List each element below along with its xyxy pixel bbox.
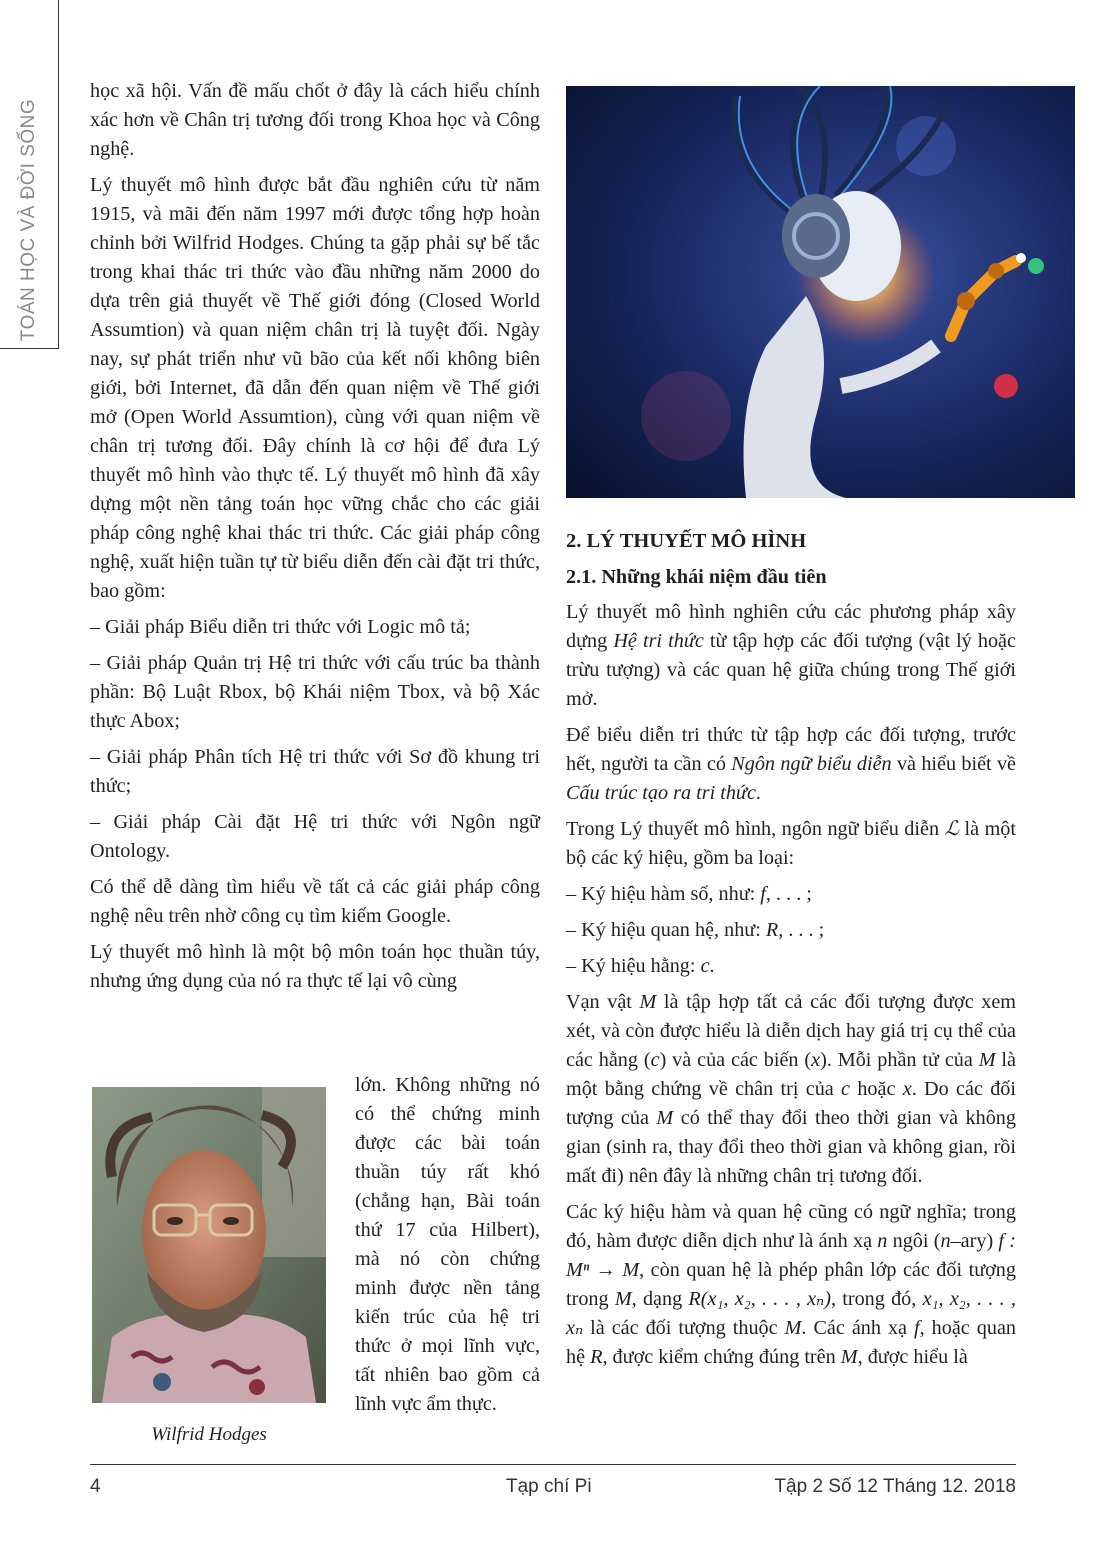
symbol-item-1: – Ký hiệu hàm số, như: f, . . . ; — [566, 883, 812, 905]
left-paragraph-3: Có thể dễ dàng tìm hiểu về tất cả các giải pháp công nghệ nêu trên nhờ công cụ tìm kiếm Google. — [90, 876, 540, 927]
portrait-caption: Wilfrid Hodges — [151, 1424, 267, 1445]
page-number: 4 — [90, 1476, 101, 1497]
left-column — [90, 77, 540, 1003]
bullet-item-1: – Giải pháp Biểu diễn tri thức với Logic mô tả; — [90, 616, 471, 638]
side-tab — [0, 0, 59, 349]
side-tab-label: TOÁN HỌC VÀ ĐỜI SỐNG — [18, 98, 39, 342]
wrapped-text — [355, 1071, 540, 1419]
left-paragraph-2: Lý thuyết mô hình được bắt đầu nghiên cứu từ năm 1915, và mãi đến năm 1997 mới được tổng hợp hoàn chỉnh bởi Wilfrid Hodges. Chúng ta gặp phải sự bế tắc trong khai thác tri thức vào đầu những năm 2000 do dựa trên giả thuyết về Thế giới đóng (Closed World Assumtion) và quan niệm chân trị là tuyệt đối. Ngày nay, sự phát triển như vũ bão của kết nối không biên giới, bởi Internet, đã dẫn đến quan niệm về Thế giới mở (Open World Assumtion), cùng với quan niệm về chân trị tương đối. Đây chính là cơ hội để đưa Lý thuyết mô hình vào thực tế. Lý thuyết mô hình đã xây dựng một nền tảng toán học vững chắc cho các giải pháp công nghệ khai thác tri thức. Các giải pháp công nghệ, xuất hiện tuần tự từ biểu diễn đến cài đặt tri thức, bao gồm: — [90, 174, 540, 602]
subsection-heading: 2.1. Những khái niệm đầu tiên — [566, 566, 827, 588]
left-paragraph-4: Lý thuyết mô hình là một bộ môn toán học thuần túy, nhưng ứng dụng của nó ra thực tế lại vô cùng — [90, 941, 540, 992]
bullet-item-4: – Giải pháp Cài đặt Hệ tri thức với Ngôn ngữ Ontology. — [90, 811, 540, 862]
left-paragraph-1: học xã hội. Vấn đề mấu chốt ở đây là cách hiểu chính xác hơn về Chân trị tương đối trong Khoa học và Công nghệ. — [90, 80, 540, 160]
right-paragraph-1: Lý thuyết mô hình nghiên cứu các phương pháp xây dựng Hệ tri thức từ tập hợp các đối tượng (vật lý hoặc trừu tượng) và các quan hệ giữa chúng trong Thế giới mở. — [566, 601, 1016, 710]
symbol-item-3: – Ký hiệu hằng: c. — [566, 955, 715, 977]
section-heading: 2. LÝ THUYẾT MÔ HÌNH — [566, 530, 807, 552]
journal-name: Tạp chí Pi — [506, 1476, 592, 1497]
bullet-item-2: – Giải pháp Quản trị Hệ tri thức với cấu trúc ba thành phần: Bộ Luật Rbox, bộ Khái niệm Tbox, và bộ Xác thực Abox; — [90, 652, 540, 732]
portrait-photo — [92, 1087, 326, 1403]
right-paragraph-2: Để biểu diễn tri thức từ tập hợp các đối tượng, trước hết, người ta cần có Ngôn ngữ biểu diễn và hiểu biết về Cấu trúc tạo ra tri thức. — [566, 724, 1017, 804]
robot-illustration — [566, 86, 1075, 498]
right-paragraph-5: Các ký hiệu hàm và quan hệ cũng có ngữ nghĩa; trong đó, hàm được diễn dịch như là ánh xạ n ngôi (n–ary) f : Mⁿ → M, còn quan hệ là phép phân lớp các đối tượng trong M, dạng R(x₁, x₂, . . . , xₙ), trong đó, x₁, x₂, . . . , xₙ là các đối tượng thuộc M. Các ánh xạ f, hoặc quan hệ R, được kiểm chứng đúng trên M, được hiểu là — [566, 1201, 1016, 1368]
wrapped-paragraph: lớn. Không những nó có thể chứng minh được các bài toán thuần túy rất khó (chẳng hạn, Bài toán thứ 17 của Hilbert), mà nó còn chứng minh được nền tảng kiến trúc của hệ tri thức ở mọi lĩnh vực, tất nhiên bao gồm cả lĩnh vực ẩm thực. — [355, 1074, 540, 1415]
footer-divider — [90, 1464, 1016, 1465]
right-paragraph-3: Trong Lý thuyết mô hình, ngôn ngữ biểu diễn ℒ là một bộ các ký hiệu, gồm ba loại: — [566, 818, 1016, 869]
right-paragraph-4: Vạn vật M là tập hợp tất cả các đối tượng được xem xét, và còn được hiểu là diễn dịch hay giá trị cụ thể của các hằng (c) và của các biến (x). Mỗi phần tử của M là một bằng chứng về chân trị của c hoặc x. Do các đối tượng của M có thể thay đổi theo thời gian và không gian (sinh ra, thay đổi theo thời gian và không gian, rồi mất đi) nên đây là những chân trị tương đối. — [566, 991, 1017, 1187]
bullet-item-3: – Giải pháp Phân tích Hệ tri thức với Sơ đồ khung tri thức; — [90, 746, 540, 797]
issue-info: Tập 2 Số 12 Tháng 12. 2018 — [774, 1476, 1016, 1497]
right-column — [566, 527, 1016, 1379]
symbol-item-2: – Ký hiệu quan hệ, như: R, . . . ; — [566, 919, 825, 941]
